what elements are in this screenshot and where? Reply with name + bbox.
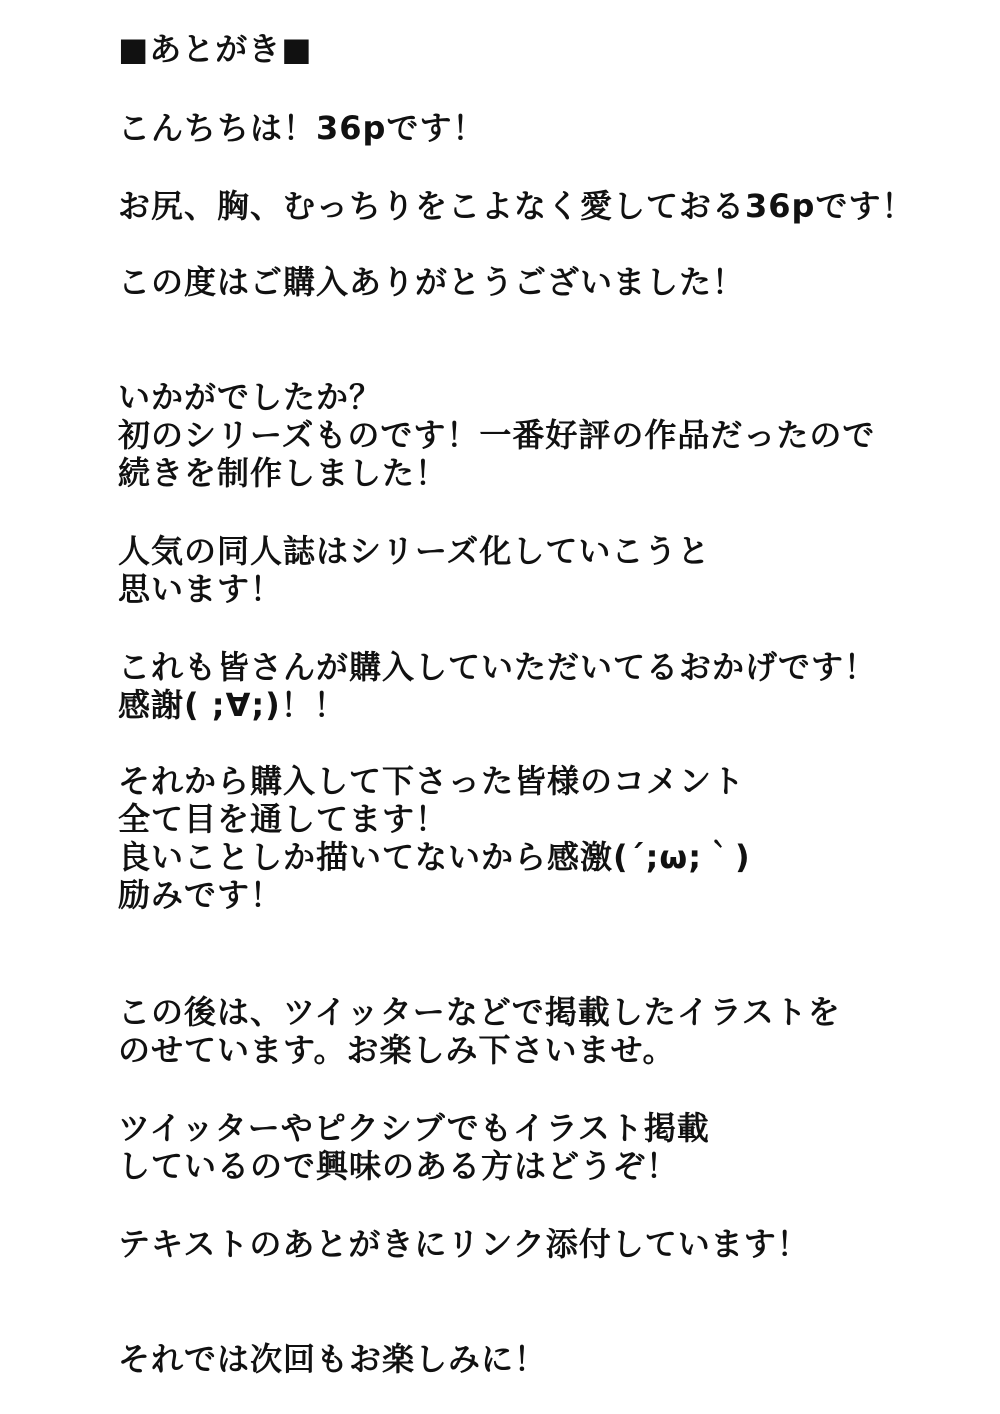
sns-line-2: しているので興味のある方はどうぞ！: [118, 1147, 680, 1185]
comments-line-1: それから購入して下さった皆様のコメント: [118, 762, 746, 800]
how-was-it-line-1: いかがでしたか？: [118, 378, 383, 416]
gratitude-line-2: 感謝( ;∀;)！！: [118, 686, 347, 724]
series-line-2: 思います！: [118, 570, 284, 608]
closing-line: それでは次回もお楽しみに！: [118, 1340, 548, 1378]
comments-line-3: 良いことしか描いてないから感激(´;ω;｀): [118, 838, 751, 876]
how-was-it-line-3: 続きを制作しました！: [118, 454, 449, 492]
sns-line-1: ツイッターやピクシブでもイラスト掲載: [118, 1109, 710, 1147]
greeting-line: こんちちは！36pです！: [118, 109, 486, 147]
comments-line-2: 全て目を通してます！: [118, 800, 449, 838]
intro-line: お尻、胸、むっちりをこよなく愛しておる36pです！: [118, 187, 915, 225]
series-line-1: 人気の同人誌はシリーズ化していこうと: [118, 532, 711, 570]
thanks-line: この度はご購入ありがとうございました！: [118, 263, 746, 301]
comments-line-4: 励みです！: [118, 876, 284, 914]
after-line-2: のせています。お楽しみ下さいませ。: [118, 1031, 676, 1069]
how-was-it-line-2: 初のシリーズものです！一番好評の作品だったので: [118, 416, 876, 454]
page-title: ■あとがき■: [118, 30, 313, 68]
link-line: テキストのあとがきにリンク添付しています！: [118, 1225, 810, 1263]
after-line-1: この後は、ツイッターなどで掲載したイラストを: [118, 993, 841, 1031]
gratitude-line-1: これも皆さんが購入していただいてるおかげです！: [118, 648, 878, 686]
